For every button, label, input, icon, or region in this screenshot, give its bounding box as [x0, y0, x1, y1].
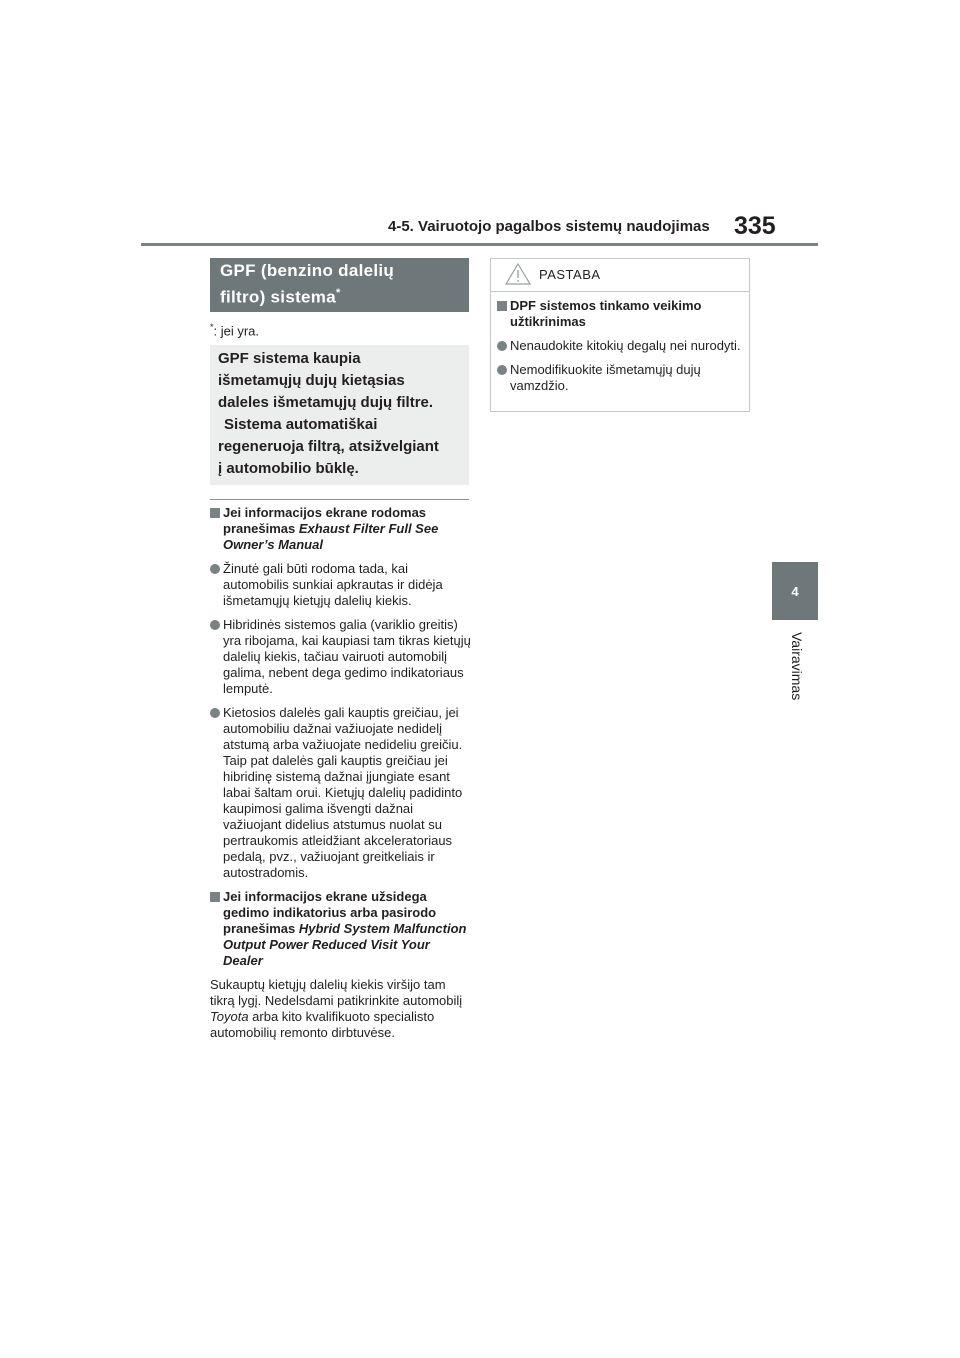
summary-line: GPF sistema kaupia [218, 350, 361, 367]
square-bullet-icon [497, 301, 507, 311]
summary-line: daleles išmetamųjų dujų filtre. [218, 394, 434, 411]
summary-line: į automobilio būklę. [218, 460, 359, 477]
summary-box [210, 345, 469, 485]
circle-bullet-icon [210, 620, 220, 630]
chapter-label: Vairavimas [789, 632, 805, 701]
list-item [210, 561, 472, 609]
footnote-text: : jei yra. [213, 323, 260, 339]
note-list-item [497, 362, 743, 394]
chapter-number: 4 [791, 583, 799, 599]
circle-bullet-icon [497, 365, 507, 375]
section-heading-text: filtro) sistema [220, 287, 336, 307]
square-bullet-icon [210, 508, 220, 518]
list-item [210, 705, 472, 881]
list-item [210, 617, 472, 697]
topic-text: Jei informacijos ekrane užsidega gedimo indikatorius arba pasirodo pranešimas [223, 889, 437, 936]
brand-name: Toyota [210, 1009, 249, 1024]
chapter-tab [772, 562, 818, 620]
section-heading [210, 258, 469, 312]
page-number: 335 [734, 212, 776, 240]
section-heading-line2 [220, 282, 459, 309]
circle-bullet-icon [210, 564, 220, 574]
list-item-text: Kietosios dalelės gali kauptis greičiau, jei automobiliu dažnai važiuojate nedidelį atstumą arba važiuojate nedideliu greičiu. Taip pat dalelės gali kauptis greičiau jei hibridinę sistemą dažnai įjungiate esant labai šaltam orui. Kietųjų dalelių padidinto kaupimosi galima išvengti dažnai važiuojant didelius atstumus nuolat su pertraukomis atleidžiant akceleratoriaus pedalą, pvz., važiuojant greitkeliais ir autostradomis. [223, 705, 463, 880]
paragraph-text: Sukauptų kietųjų dalelių kiekis viršijo tam tikrą lygį. Nedelsdami patikrinkite automobilį [210, 977, 463, 1008]
list-item-text: Hibridinės sistemos galia (variklio greitis) yra ribojama, kai kaupiasi tam tikras kietųjų dalelių kiekis, tačiau vairuoti automobilį galima, nebent dega gedimo indikatoriaus lemputė. [223, 617, 471, 696]
body-paragraph [210, 977, 472, 1041]
header-title: 4-5. Vairuotojo pagalbos sistemų naudojimas [388, 218, 710, 235]
paragraph-text: arba kito kvalifikuoto specialisto automobilių remonto dirbtuvėse. [210, 1009, 435, 1040]
section-heading-line1: GPF (benzino dalelių [220, 261, 395, 280]
note-title: PASTABA [539, 267, 601, 282]
topic-heading-exhaust-filter [210, 505, 472, 553]
topic-text: Jei informacijos ekrane rodomas pranešimas [223, 505, 427, 536]
note-topic-text: DPF sistemos tinkamo veikimo užtikrinimas [510, 298, 702, 329]
header-rule [141, 243, 818, 246]
note-list-item-text: Nemodifikuokite išmetamųjų dujų vamzdžio. [510, 362, 701, 393]
note-box [490, 258, 750, 412]
summary-line: regeneruoja filtrą, atsižvelgiant [218, 438, 439, 455]
warning-triangle-icon [505, 263, 531, 285]
summary-line: Sistema automatiškai [224, 416, 378, 433]
list-item-text: Žinutė gali būti rodoma tada, kai automobilis sunkiai apkrautas ir didėja išmetamųjų kietųjų dalelių kiekis. [223, 561, 443, 608]
section-heading-mark: * [335, 287, 341, 299]
note-header [491, 259, 749, 292]
note-topic [497, 298, 743, 330]
topic-message: Hybrid System Malfunction Output Power Reduced Visit Your Dealer [223, 921, 467, 968]
left-column [210, 505, 472, 1041]
section-divider [210, 499, 469, 500]
note-list-item-text: Nenaudokite kitokių degalų nei nurodyti. [510, 338, 741, 353]
footnote-mark: * [210, 322, 214, 332]
circle-bullet-icon [210, 708, 220, 718]
footnote [210, 322, 259, 338]
topic-heading-malfunction [210, 889, 472, 969]
note-list-item [497, 338, 743, 354]
topic-message: Exhaust Filter Full See Owner’s Manual [223, 521, 439, 552]
note-body [491, 292, 749, 394]
square-bullet-icon [210, 892, 220, 902]
summary-line: išmetamųjų dujų kietąsias [218, 372, 405, 389]
circle-bullet-icon [497, 341, 507, 351]
